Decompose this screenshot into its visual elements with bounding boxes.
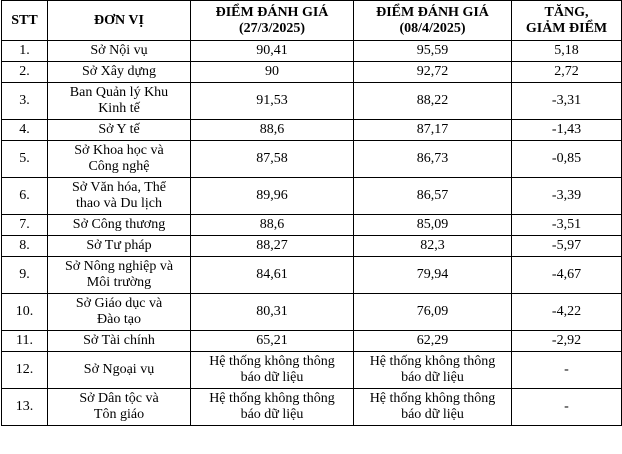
table-row — [2, 215, 622, 236]
row-change: -5,97 — [512, 236, 622, 257]
row-score-2: 79,94 — [354, 257, 512, 294]
row-stt: 12. — [2, 352, 48, 389]
row-score-2: 82,3 — [354, 236, 512, 257]
row-score-1: 84,61 — [191, 257, 354, 294]
row-change: -3,39 — [512, 178, 622, 215]
row-stt: 13. — [2, 389, 48, 426]
row-score-1: 89,96 — [191, 178, 354, 215]
row-score-1: 88,6 — [191, 215, 354, 236]
header-change: TĂNG, GIẢM ĐIỂM — [512, 1, 622, 41]
row-score-1: 65,21 — [191, 331, 354, 352]
row-score-1: 88,27 — [191, 236, 354, 257]
row-stt: 3. — [2, 83, 48, 120]
table-row — [2, 62, 622, 83]
row-unit: Sở Dân tộc và Tôn giáo — [48, 389, 191, 426]
row-change: -3,51 — [512, 215, 622, 236]
header-unit: ĐƠN VỊ — [48, 1, 191, 41]
table-row — [2, 257, 622, 294]
row-unit: Sở Nội vụ — [48, 41, 191, 62]
row-change: -4,22 — [512, 294, 622, 331]
row-stt: 2. — [2, 62, 48, 83]
row-unit: Sở Y tế — [48, 120, 191, 141]
row-score-2: Hệ thống không thông báo dữ liệu — [354, 352, 512, 389]
row-score-1: 91,53 — [191, 83, 354, 120]
row-score-1: Hệ thống không thông báo dữ liệu — [191, 389, 354, 426]
row-change: 5,18 — [512, 41, 622, 62]
row-unit: Sở Tài chính — [48, 331, 191, 352]
table-row — [2, 389, 622, 426]
row-stt: 5. — [2, 141, 48, 178]
row-score-2: 95,59 — [354, 41, 512, 62]
row-score-2: 62,29 — [354, 331, 512, 352]
row-change: -2,92 — [512, 331, 622, 352]
row-stt: 4. — [2, 120, 48, 141]
table-row — [2, 178, 622, 215]
row-unit: Sở Khoa học và Công nghệ — [48, 141, 191, 178]
table-row — [2, 141, 622, 178]
table-row — [2, 294, 622, 331]
row-change: -1,43 — [512, 120, 622, 141]
row-unit: Sở Công thương — [48, 215, 191, 236]
row-change: - — [512, 352, 622, 389]
table-row — [2, 352, 622, 389]
row-score-1: 80,31 — [191, 294, 354, 331]
row-score-2: Hệ thống không thông báo dữ liệu — [354, 389, 512, 426]
row-score-2: 85,09 — [354, 215, 512, 236]
row-change: -3,31 — [512, 83, 622, 120]
row-score-1: 87,58 — [191, 141, 354, 178]
row-stt: 8. — [2, 236, 48, 257]
row-stt: 6. — [2, 178, 48, 215]
row-score-1: 88,6 — [191, 120, 354, 141]
header-score-1: ĐIỂM ĐÁNH GIÁ (27/3/2025) — [191, 1, 354, 41]
table-row — [2, 83, 622, 120]
row-stt: 11. — [2, 331, 48, 352]
row-score-1: 90,41 — [191, 41, 354, 62]
row-unit: Sở Nông nghiệp và Môi trường — [48, 257, 191, 294]
row-change: -0,85 — [512, 141, 622, 178]
row-unit: Sở Giáo dục và Đào tạo — [48, 294, 191, 331]
row-stt: 7. — [2, 215, 48, 236]
row-score-2: 76,09 — [354, 294, 512, 331]
row-stt: 9. — [2, 257, 48, 294]
row-score-1: Hệ thống không thông báo dữ liệu — [191, 352, 354, 389]
table-row — [2, 41, 622, 62]
row-score-2: 86,57 — [354, 178, 512, 215]
header-score-2: ĐIỂM ĐÁNH GIÁ (08/4/2025) — [354, 1, 512, 41]
table-row — [2, 331, 622, 352]
row-score-1: 90 — [191, 62, 354, 83]
score-table — [1, 0, 622, 426]
row-unit: Ban Quản lý Khu Kinh tế — [48, 83, 191, 120]
table-row — [2, 120, 622, 141]
table-row — [2, 236, 622, 257]
header-stt: STT — [2, 1, 48, 41]
row-score-2: 86,73 — [354, 141, 512, 178]
row-score-2: 87,17 — [354, 120, 512, 141]
row-unit: Sở Xây dựng — [48, 62, 191, 83]
row-score-2: 92,72 — [354, 62, 512, 83]
row-stt: 1. — [2, 41, 48, 62]
row-stt: 10. — [2, 294, 48, 331]
row-change: -4,67 — [512, 257, 622, 294]
table-header-row — [2, 1, 622, 41]
row-change: 2,72 — [512, 62, 622, 83]
row-change: - — [512, 389, 622, 426]
row-unit: Sở Ngoại vụ — [48, 352, 191, 389]
row-score-2: 88,22 — [354, 83, 512, 120]
row-unit: Sở Tư pháp — [48, 236, 191, 257]
row-unit: Sở Văn hóa, Thể thao và Du lịch — [48, 178, 191, 215]
